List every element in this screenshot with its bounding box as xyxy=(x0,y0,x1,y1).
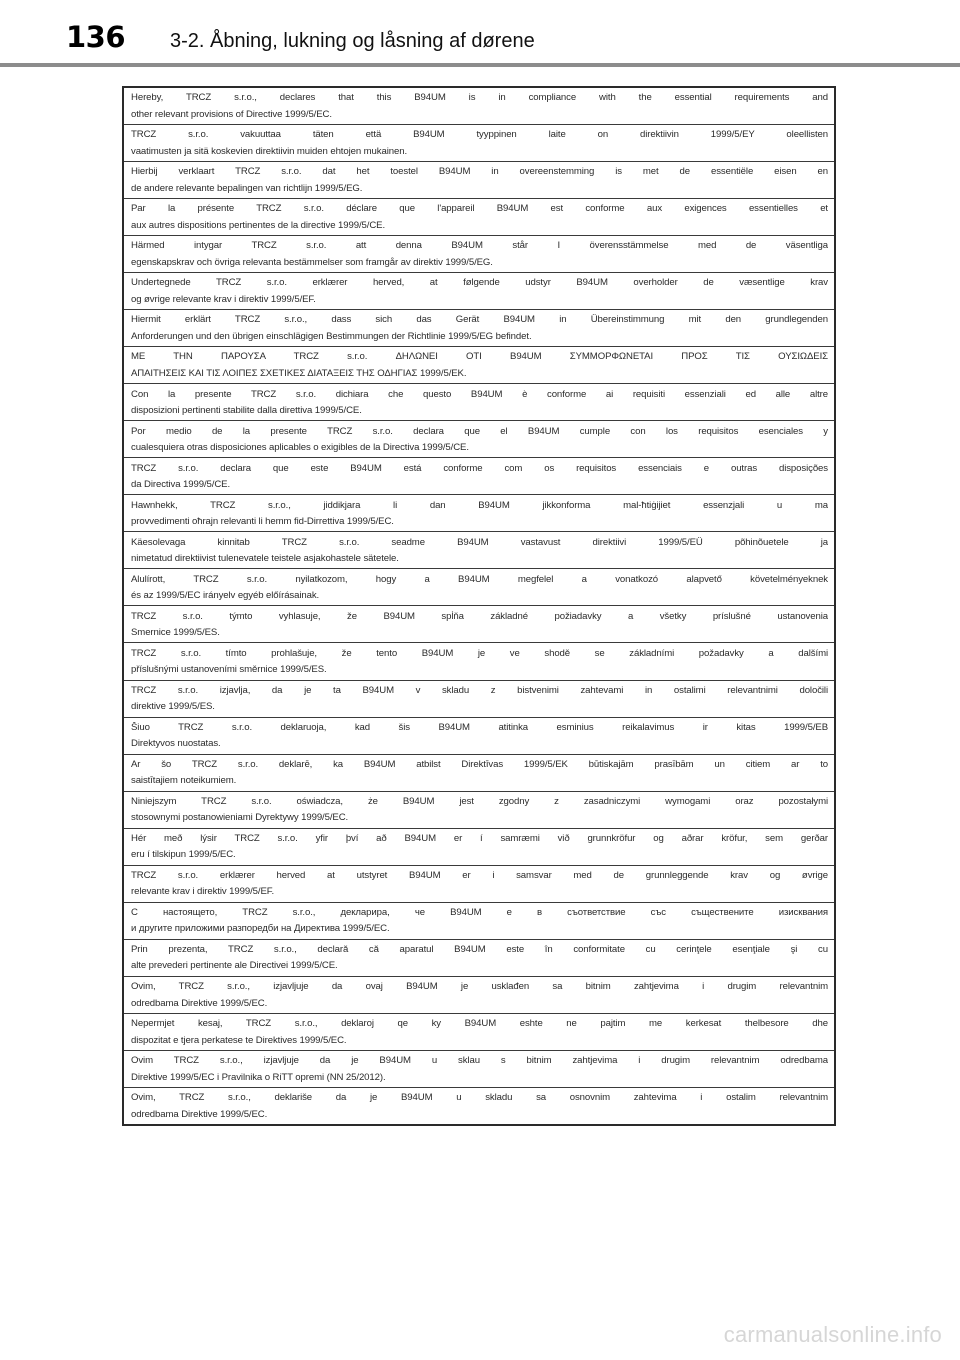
declaration-row xyxy=(124,718,834,755)
declaration-text-line: Con la presente TRCZ s.r.o. dichiara che questo B94UM è conforme ai requisiti essenziali ed alle altre xyxy=(131,388,828,400)
declaration-text-line: cualesquiera otras disposiciones aplicables o exigibles de la Directiva 1999/5/CE. xyxy=(131,442,469,454)
declaration-text-line: Hierbij verklaart TRCZ s.r.o. dat het toestel B94UM in overeenstemming is met de essentiële eisen en xyxy=(131,166,828,178)
declaration-text-line: příslušnými ustanoveními směrnice 1999/5/ES. xyxy=(131,664,327,676)
declaration-row xyxy=(124,643,834,680)
declaration-text-line: da Directiva 1999/5/CE. xyxy=(131,479,231,491)
declaration-row xyxy=(124,273,834,310)
declaration-text-line: ΑΠΑΙΤΗΣΕΙΣ ΚΑΙ ΤΙΣ ΛΟΙΠΕΣ ΣΧΕΤΙΚΕΣ ΔΙΑΤΑΞΕΙΣ ΤΗΣ ΟΔΗΓΙΑΣ 1999/5/ΕΚ. xyxy=(131,367,467,379)
declaration-text-line: és az 1999/5/EC irányelv egyéb előírásainak. xyxy=(131,590,320,602)
declaration-row xyxy=(124,569,834,606)
declaration-text-line: direktive 1999/5/ES. xyxy=(131,701,215,713)
watermark: carmanualsonline.info xyxy=(723,1322,942,1347)
declaration-text-line: de andere relevante bepalingen van richtlijn 1999/5/EG. xyxy=(131,182,363,194)
declaration-text-line: Hiermit erklärt TRCZ s.r.o., dass sich das Gerät B94UM in Übereinstimmung mit den grundlegenden xyxy=(131,314,828,326)
declaration-text-line: dispozitat e tjera perkatese te Direktives 1999/5/EC. xyxy=(131,1034,347,1046)
declaration-row xyxy=(124,681,834,718)
declaration-row xyxy=(124,88,834,125)
declaration-text-line: provvedimenti oħrajn relevanti li hemm fid-Dirrettiva 1999/5/EC. xyxy=(131,516,394,528)
declaration-text-line: Ovim TRCZ s.r.o., izjavljuje da je B94UM u sklau s bitnim zahtjevima i drugim relevantnim odredbama xyxy=(131,1055,828,1067)
declaration-text-line: Alulírott, TRCZ s.r.o. nyilatkozom, hogy a B94UM megfelel a vonatkozó alapvető követelményeknek xyxy=(131,573,828,585)
declaration-row xyxy=(124,125,834,162)
declaration-text-line: Direktive 1999/5/EC i Pravilnika o RiTT opremi (NN 25/2012). xyxy=(131,1071,386,1083)
declaration-text-line: stosownymi postanowieniami Dyrektywy 1999/5/EC. xyxy=(131,812,349,824)
declaration-text-line: Niniejszym TRCZ s.r.o. oświadcza, że B94UM jest zgodny z zasadniczymi wymogami oraz pozostałymi xyxy=(131,795,828,807)
declaration-text-line: Ovim, TRCZ s.r.o., izjavljuje da ovaj B94UM je usklađen sa bitnim zahtjevima i drugim relevantnim xyxy=(131,981,828,992)
declaration-text-line: TRCZ s.r.o. izjavlja, da je ta B94UM v skladu z bistvenimi zahtevami in ostalimi relevantnimi določili xyxy=(131,684,828,696)
declaration-text-line: Por medio de la presente TRCZ s.r.o. declara que el B94UM cumple con los requisitos esenciales y xyxy=(131,425,828,437)
declaration-text-line: Anforderungen und den übrigen einschlägigen Bestimmungen der Richtlinie 1999/5/EG befindet. xyxy=(131,330,532,342)
declaration-text-line: og øvrige relevante krav i direktiv 1999/5/EF. xyxy=(131,293,316,305)
declaration-text-line: TRCZ s.r.o. vakuuttaa täten että B94UM tyyppinen laite on direktiivin 1999/5/EY oleellisten xyxy=(131,129,828,141)
declaration-text-line: Šiuo TRCZ s.r.o. deklaruoja, kad šis B94UM atitinka esminius reikalavimus ir kitas 1999/5/EB xyxy=(131,721,828,733)
declaration-text-line: Direktyvos nuostatas. xyxy=(131,738,221,750)
declaration-text-line: other relevant provisions of Directive 1999/5/EC. xyxy=(131,108,332,120)
declaration-row xyxy=(124,1088,834,1124)
declaration-row xyxy=(124,755,834,792)
declaration-text-line: Hereby, TRCZ s.r.o., declares that this B94UM is in compliance with the essential requirements and xyxy=(131,92,828,104)
page-header xyxy=(0,0,960,66)
declaration-row xyxy=(124,903,834,940)
declaration-row xyxy=(124,532,834,569)
declaration-text-line: TRCZ s.r.o. týmto vyhlasuje, že B94UM spĺňa základné požiadavky a všetky príslušné ustanovenia xyxy=(131,610,828,622)
declaration-text-line: egenskapskrav och övriga relevanta bestämmelser som framgår av direktiv 1999/5/EG. xyxy=(131,256,493,268)
declaration-row xyxy=(124,1051,834,1088)
declaration-text-line: Nepermjet kesaj, TRCZ s.r.o., deklaroj qe ky B94UM eshte ne pajtim me kerkesat thelbesore dhe xyxy=(131,1018,828,1030)
declaration-text-line: odredbama Direktive 1999/5/EC. xyxy=(131,997,268,1009)
declaration-text-line: Hawnhekk, TRCZ s.r.o., jiddikjara li dan B94UM jikkonforma mal-ħtiġijiet essenzjali u ma xyxy=(131,499,828,511)
declaration-row xyxy=(124,347,834,384)
declaration-text-line: nimetatud direktiivist tulenevatele teistele asjakohastele sätetele. xyxy=(131,553,399,565)
declaration-text-line: eru í tilskipun 1999/5/EC. xyxy=(131,849,236,861)
declaration-text-line: saistītajiem noteikumiem. xyxy=(131,775,237,787)
declaration-text-line: relevante krav i direktiv 1999/5/EF. xyxy=(131,886,275,898)
declaration-text-line: odredbama Direktive 1999/5/EC. xyxy=(131,1108,268,1120)
declaration-row xyxy=(124,866,834,903)
declaration-row xyxy=(124,606,834,643)
declaration-text-line: vaatimusten ja sitä koskevien direktiivin muiden ehtojen mukainen. xyxy=(131,145,408,157)
declaration-text-line: disposizioni pertinenti stabilite dalla direttiva 1999/5/CE. xyxy=(131,405,362,417)
declaration-text-line: Hér með lýsir TRCZ s.r.o. yfir því að B94UM er í samræmi við grunnkröfur og aðrar kröfur, sem gerðar xyxy=(131,832,828,844)
declaration-row xyxy=(124,829,834,866)
declaration-row xyxy=(124,199,834,236)
page-number: 136 xyxy=(66,20,126,54)
declaration-text-line: Prin prezenta, TRCZ s.r.o., declară că aparatul B94UM este în conformitate cu cerinţele esenţiale şi cu xyxy=(131,943,828,955)
chapter-title: 3-2. Åbning, lukning og låsning af dørene xyxy=(170,30,535,52)
declaration-text-line: alte prevederi pertinente ale Directivei 1999/5/CE. xyxy=(131,960,338,972)
declaration-row xyxy=(124,384,834,421)
declaration-row xyxy=(124,236,834,273)
declaration-text-line: Smernice 1999/5/ES. xyxy=(131,627,220,639)
declaration-row xyxy=(124,792,834,829)
declaration-text-line: TRCZ s.r.o. declara que este B94UM está conforme com os requisitos essenciais e outras disposições xyxy=(131,462,828,474)
declaration-text-line: Ar šo TRCZ s.r.o. deklarē, ka B94UM atbilst Direktīvas 1999/5/EK būtiskajām prasībām un citiem ar to xyxy=(131,758,828,770)
declaration-row xyxy=(124,940,834,977)
declaration-text-line: Ovim, TRCZ s.r.o., deklariše da je B94UM u skladu sa osnovnim zahtevima i ostalim relevantnim xyxy=(131,1092,828,1104)
declaration-text-line: Käesolevaga kinnitab TRCZ s.r.o. seadme B94UM vastavust direktiivi 1999/5/EÜ põhinõuetele ja xyxy=(131,536,828,548)
declaration-row xyxy=(124,162,834,199)
declaration-text-line: TRCZ s.r.o. erklærer herved at utstyret B94UM er i samsvar med de grunnleggende krav og øvrige xyxy=(131,869,828,881)
declaration-row xyxy=(124,421,834,458)
declaration-row xyxy=(124,1014,834,1051)
declaration-row xyxy=(124,495,834,532)
declaration-row xyxy=(124,458,834,495)
declaration-text-line: TRCZ s.r.o. tímto prohlašuje, že tento B94UM je ve shodě se základními požadavky a dalšími xyxy=(131,647,828,659)
declaration-text-line: Par la présente TRCZ s.r.o. déclare que l'appareil B94UM est conforme aux exigences essentielles et xyxy=(131,203,828,215)
header-rule xyxy=(0,63,960,67)
declaration-text-line: aux autres dispositions pertinentes de la directive 1999/5/CE. xyxy=(131,219,386,231)
declaration-row xyxy=(124,977,834,1014)
declaration-text-line: С настоящето, TRCZ s.r.o., декларира, че B94UM е в съответствие със съществените изисквания xyxy=(131,906,828,918)
declaration-row xyxy=(124,310,834,347)
declaration-text-line: Undertegnede TRCZ s.r.o. erklærer herved, at følgende udstyr B94UM overholder de væsentlige krav xyxy=(131,277,828,289)
declaration-text-line: ΜΕ ΤΗΝ ΠΑΡΟΥΣΑ TRCZ s.r.o. ΔΗΛΩΝΕΙ ΟΤΙ B94UM ΣΥΜΜΟΡΦΩΝΕΤΑΙ ΠΡΟΣ ΤΙΣ ΟΥΣΙΩΔΕΙΣ xyxy=(131,351,828,363)
declaration-text-line: и другите приложими разпоредби на Директива 1999/5/ЕС. xyxy=(131,923,390,935)
declaration-text-line: Härmed intygar TRCZ s.r.o. att denna B94UM står I överensstämmelse med de väsentliga xyxy=(131,240,828,252)
declarations-table xyxy=(122,86,836,1126)
